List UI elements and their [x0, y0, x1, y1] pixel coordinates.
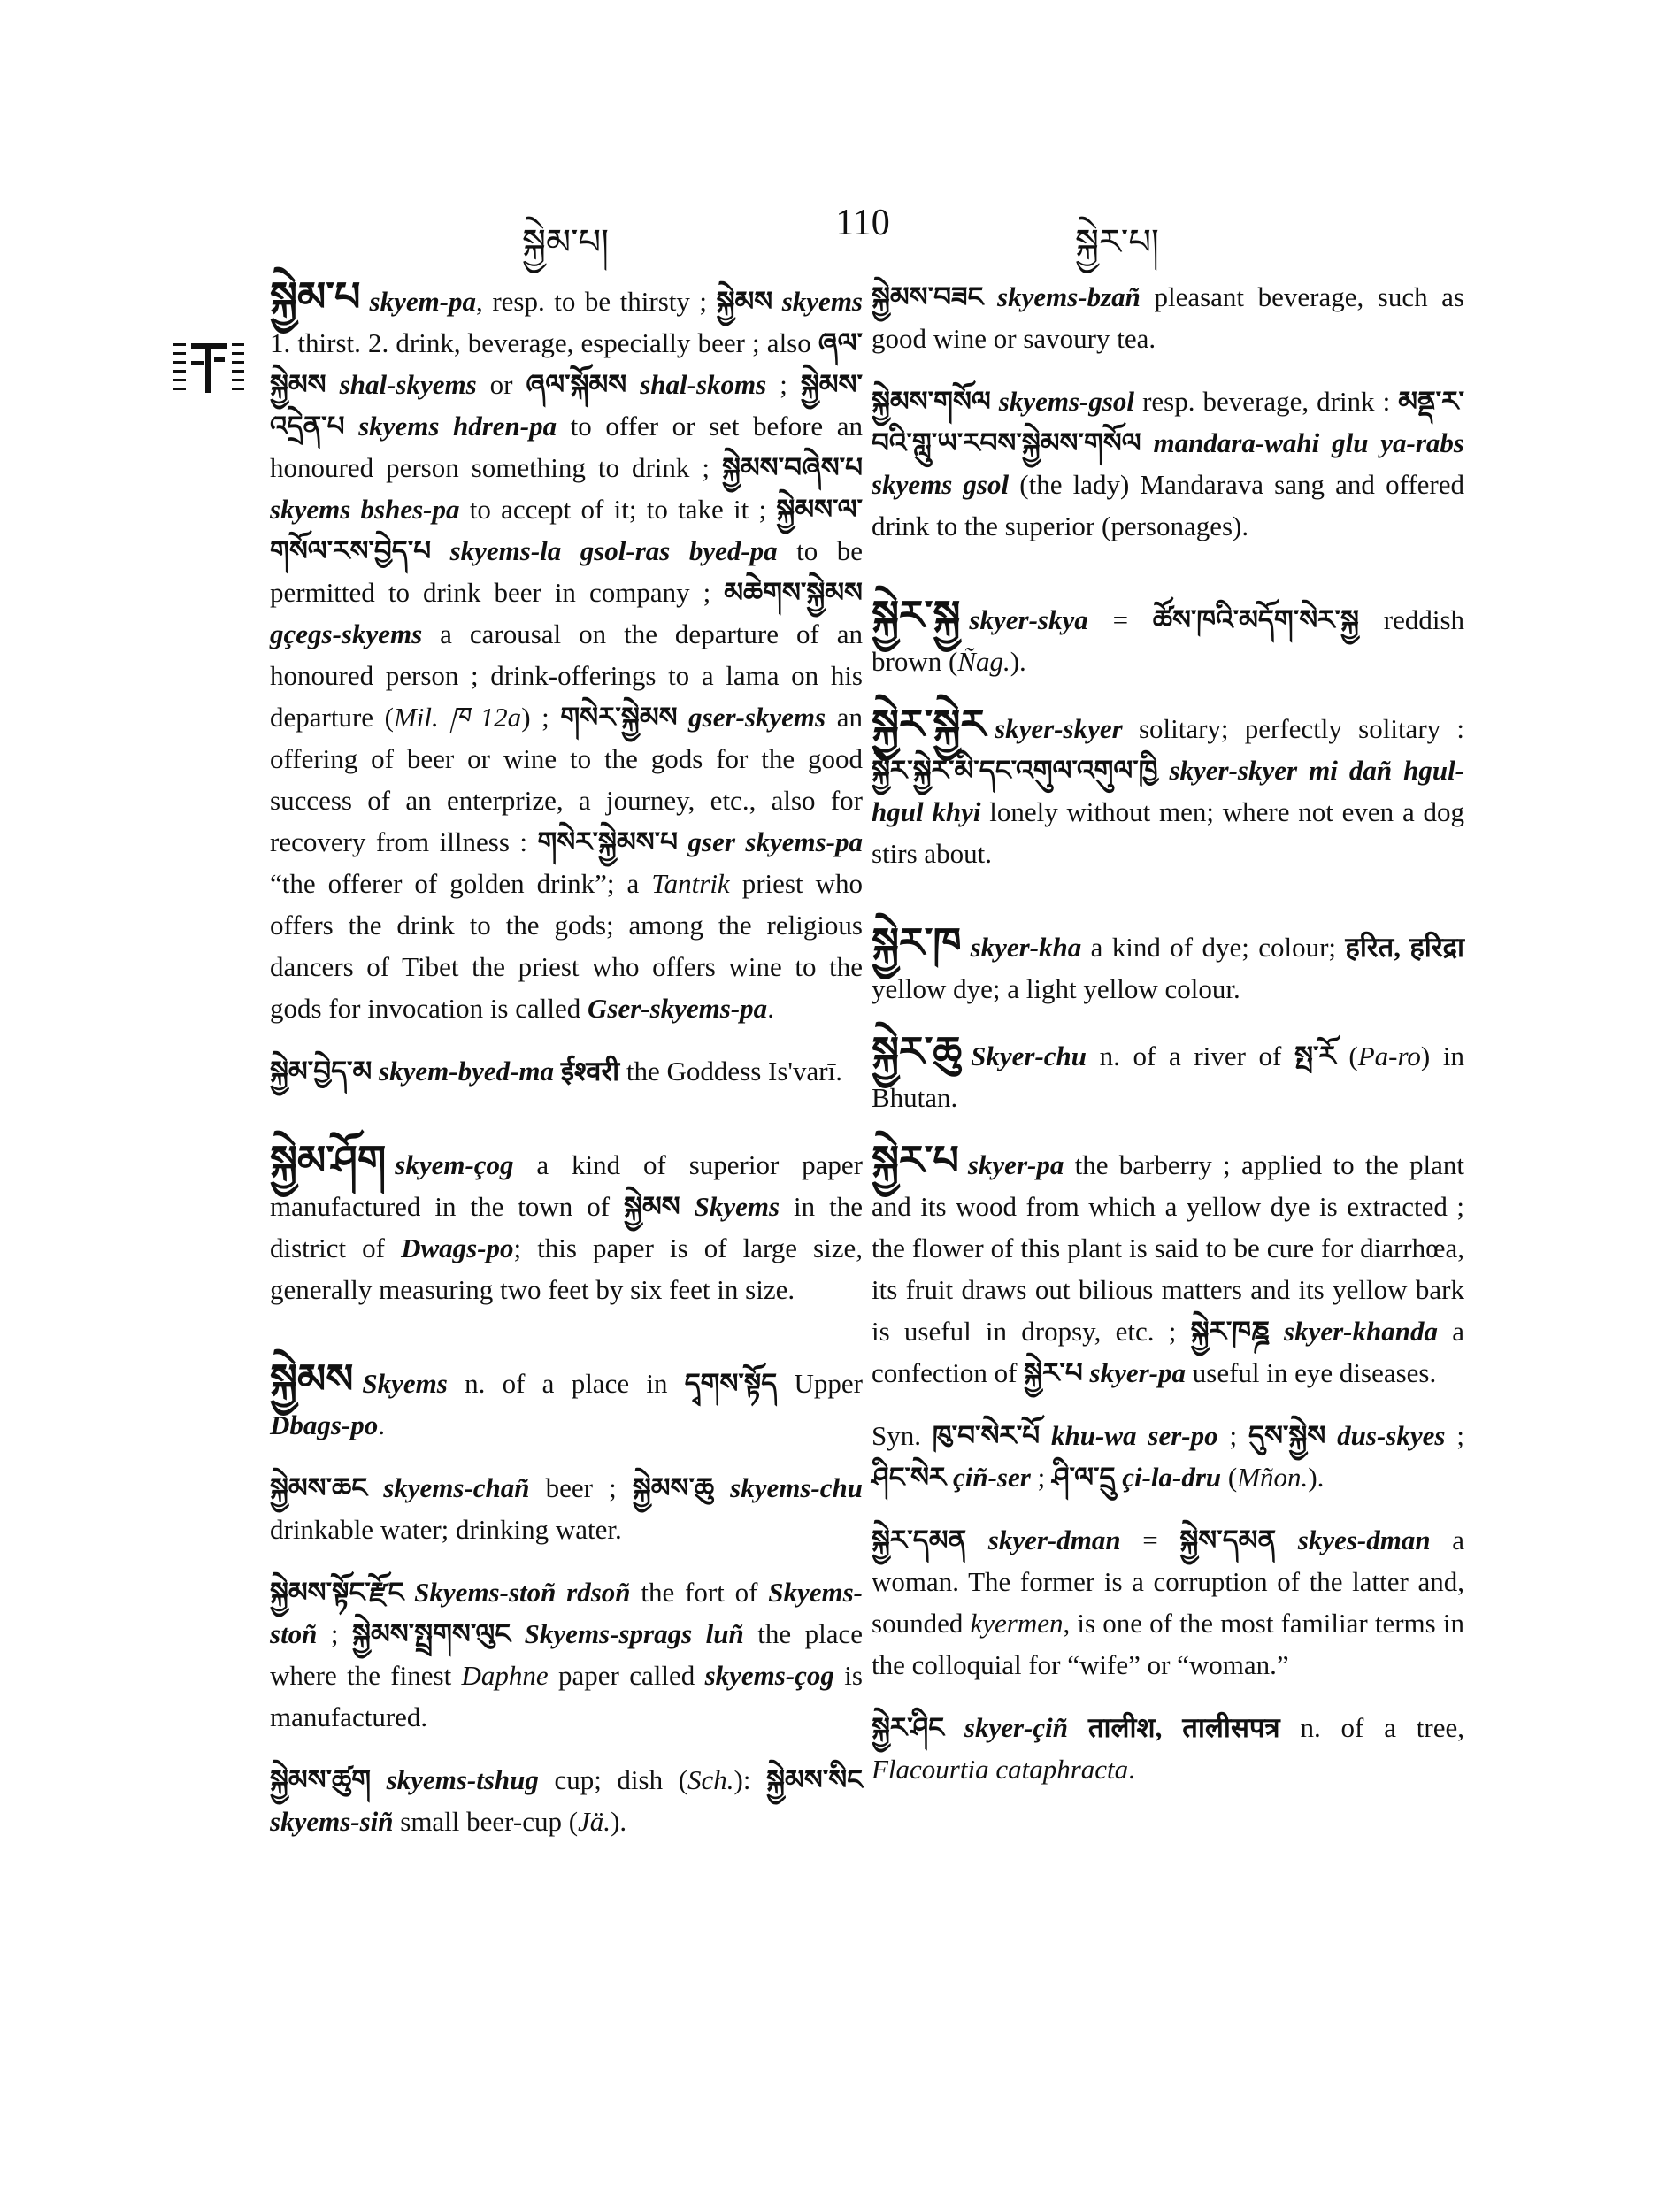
transliteration: skyem-byed-ma	[372, 1056, 555, 1087]
definition-text	[1068, 1712, 1088, 1743]
transliteration: skyer-skyer mi dañ hgul-hgul khyi	[872, 755, 1464, 827]
definition-text: the Goddess Is'varī.	[619, 1056, 842, 1087]
definition-text: to be permitted to drink beer in company ;	[270, 535, 864, 608]
tibetan-text: ཞལ་སྐོམས	[526, 369, 627, 400]
dictionary-entry	[872, 922, 1464, 1010]
transliteration: çi-la-dru	[1115, 1462, 1222, 1493]
definition-text: ;	[766, 369, 801, 400]
tibetan-text: མཆེགས་སྐྱེམས	[724, 577, 863, 608]
definition-text: a kind of superior paper manufactured in the town of	[270, 1149, 863, 1222]
dictionary-entry	[270, 1571, 863, 1738]
tibetan-text: ཞལ་སྐྱེམས	[270, 327, 863, 400]
definition-text: ).	[1010, 646, 1026, 677]
transliteration: Skyems-stoñ	[270, 1577, 863, 1649]
definition-text: =	[1087, 604, 1153, 635]
definition-text: .	[1128, 1754, 1135, 1785]
definition-text: =	[1120, 1525, 1180, 1555]
italic-text: Mñon.	[1237, 1462, 1309, 1493]
dictionary-entry	[872, 595, 1464, 682]
transliteration: skyer-pa	[1082, 1357, 1187, 1388]
definition-text: (the lady) Mandarava sang and offered drink to the superior (personages).	[872, 469, 1465, 541]
definition-text: ).	[611, 1806, 627, 1837]
definition-text: (	[1335, 1041, 1358, 1071]
definition-text: , resp. to be thirsty ;	[476, 286, 717, 317]
definition-text: small beer-cup (	[393, 1806, 579, 1837]
tibetan-text: དུས་སྐྱེས	[1248, 1420, 1326, 1451]
definition-text: the barberry ; applied to the plant and its wood from which a yellow dye is extracted ; the flower of this plant is said to be cure for diarrhœa, its fruit draws out bilious matters and its yellow bark is useful in dropsy, etc. ;	[872, 1149, 1464, 1347]
definition-text: ;	[1445, 1420, 1464, 1451]
transliteration: skyems	[772, 286, 863, 317]
transliteration: mandara-wahi glu ya-rabs skyems gsol	[872, 427, 1464, 500]
definition-text: .	[767, 993, 774, 1024]
section-mark-icon	[173, 340, 244, 396]
dictionary-entry	[872, 1707, 1464, 1790]
transliteration: skyems hdren-pa	[344, 411, 557, 442]
transliteration: shal-skoms	[626, 369, 767, 400]
definition-text: a woman. The former is a corruption of the latter and, sounded	[872, 1525, 1464, 1639]
transliteration: skyems-chu	[714, 1472, 864, 1503]
definition-text: (	[1221, 1462, 1238, 1493]
definition-text: a kind of dye; colour;	[1081, 932, 1346, 963]
definition-text: n. of a river of	[1087, 1041, 1295, 1071]
transliteration: Skyer-chu	[971, 1041, 1087, 1071]
transliteration: Skyems-stoñ rdsoñ	[403, 1577, 631, 1608]
tibetan-text: མནྡ་ར་བའི་གླུ་ཡ་རབས་སྐྱེམས་གསོལ	[872, 386, 1464, 458]
dictionary-entry	[872, 1519, 1464, 1686]
definition-text: to offer or set before an honoured person something to drink ;	[270, 411, 864, 483]
tibetan-text: སྐྱེམས་གསོལ	[872, 386, 991, 417]
definition-text: in the district of	[270, 1191, 863, 1263]
tibetan-text: གསེར་སྐྱེམས	[560, 702, 678, 733]
definition-text: “the offerer of golden drink”; a	[270, 868, 652, 899]
tibetan-text: སྐྱེམས་ཚུག	[270, 1764, 372, 1795]
headword: སྐྱེར་ཆུ	[872, 1029, 963, 1074]
tibetan-text: སྐྱེམས	[716, 286, 773, 317]
tibetan-text: ཚོས་ཁའི་མདོག་སེར་སྐྱ	[1152, 604, 1359, 635]
definition-text	[554, 1056, 561, 1087]
transliteration: gser-skyems	[677, 702, 826, 733]
definition-text: priest who offers the drink to the gods; among the religious dancers of Tibet the priest who offers wine to the gods for invocation is called	[270, 868, 863, 1024]
definition-text: n. of a tree,	[1279, 1712, 1464, 1743]
definition-text: , is one of the most familiar terms in the colloquial for “wife” or “woman.”	[872, 1608, 1464, 1680]
definition-text: a carousal on the departure of an honoured person ; drink-offerings to a lama on his departure (	[270, 618, 863, 733]
definition-text: pleasant beverage, such as good wine or savoury tea.	[872, 281, 1464, 354]
definition-text: ; this paper is of large size, generally measuring two feet by six feet in size.	[270, 1233, 863, 1305]
definition-text: reddish brown (	[872, 604, 1465, 677]
definition-text: resp. beverage, drink :	[1134, 386, 1399, 417]
transliteration: skyer-çiñ	[944, 1712, 1068, 1743]
headword: སྐྱེར་ཁ	[872, 920, 962, 965]
definition-text: Syn.	[872, 1420, 933, 1451]
tibetan-text: སྐྱེམས་བཞེས་པ	[722, 452, 863, 483]
italic-text: Tantrik	[651, 868, 730, 899]
transliteration: Skyems	[680, 1191, 780, 1222]
tibetan-text: སྐྱེམས་སིང	[766, 1764, 864, 1795]
tibetan-text: སྐྱེས་དམན	[1179, 1525, 1277, 1555]
tibetan-text: ཁུ་བ་སེར་པོ	[932, 1420, 1041, 1451]
sanskrit-text: हरित, हरिद्रा	[1345, 932, 1464, 963]
dictionary-entry	[872, 1415, 1464, 1498]
left-column	[270, 276, 863, 1863]
transliteration: skyems-la gsol-ras byed-pa	[431, 535, 778, 566]
sanskrit-text: ईश्वरी	[560, 1056, 620, 1087]
headword: སྐྱེམ་ཤོག	[270, 1138, 387, 1183]
italic-text: Flacourtia cataphracta	[872, 1754, 1129, 1785]
tibetan-text: ཤིང་སེར	[872, 1462, 947, 1493]
tibetan-text: སྐྱེམས་ལ་གསོལ་རས་བྱེད་པ	[270, 494, 863, 566]
transliteration: skyems-gsol	[990, 386, 1135, 417]
definition-text: is manufactured.	[270, 1660, 863, 1732]
definition-text: ).	[1308, 1462, 1325, 1493]
definition-text: to accept of it; to take it ;	[459, 494, 777, 525]
headword: སྐྱེམས	[270, 1356, 354, 1402]
transliteration: çiñ-ser	[946, 1462, 1031, 1493]
dictionary-entry	[270, 1467, 863, 1550]
definition-text: the fort of	[630, 1577, 769, 1608]
definition-text: yellow dye; a light yellow colour.	[872, 973, 1240, 1004]
italic-text: Pa-ro	[1357, 1041, 1421, 1071]
running-head-left: སྐྱེམ་པ།	[522, 222, 609, 262]
transliteration: Gser-skyems-pa	[588, 993, 768, 1024]
transliteration: Skyems	[362, 1368, 448, 1399]
transliteration: skyems-tshug	[371, 1764, 539, 1795]
headword: སྐྱེར་སྐྱ	[872, 593, 961, 638]
dictionary-entry	[872, 380, 1464, 547]
dictionary-entry	[270, 1358, 863, 1446]
tibetan-text: སྐྱེམས་ཆུ	[632, 1472, 715, 1503]
transliteration: Dbags-po	[270, 1409, 379, 1440]
transliteration: gser skyems-pa	[678, 826, 863, 857]
tibetan-text: སྐྱེར་ཁཎྜ	[1190, 1316, 1270, 1347]
running-head-right: སྐྱེར་པ།	[1075, 222, 1159, 262]
definition-text: ;	[1030, 1462, 1052, 1493]
italic-text: Mil. ཁ 12a	[393, 702, 522, 733]
tibetan-text: སྐྱེར་ཤིང	[872, 1712, 945, 1743]
transliteration: skyer-skya	[969, 604, 1088, 635]
tibetan-text: སྐྱེམས་ཆང	[270, 1472, 368, 1503]
transliteration: gçegs-skyems	[270, 618, 423, 649]
definition-text: ) ;	[521, 702, 561, 733]
transliteration: skyems-siñ	[270, 1806, 394, 1837]
transliteration: shal-skyems	[326, 369, 477, 400]
headword: སྐྱེར་སྐྱེར	[872, 702, 987, 747]
tibetan-text: སྐྱེར་པ	[1024, 1357, 1083, 1388]
tibetan-text: སྐྱེར་སྐྱེར་མི་དང་འགུལ་འགུལ་ཁྱི	[872, 755, 1158, 786]
dictionary-entry	[270, 1140, 863, 1310]
tibetan-text: སྐྱེམས་སྟོང་རྫོང	[270, 1577, 404, 1608]
tibetan-text: དྭགས་སྟོད	[684, 1368, 778, 1399]
definition-text: Upper	[777, 1368, 863, 1399]
tibetan-text: སྐྱེམས་སྤྲགས་ལུང	[352, 1618, 511, 1649]
definition-text: ;	[1217, 1420, 1249, 1451]
transliteration: skyem-çog	[395, 1149, 514, 1180]
tibetan-text: སྐྱེམས་བཟང	[872, 281, 984, 312]
definition-text: paper called	[548, 1660, 705, 1691]
transliteration: skyer-pa	[967, 1149, 1064, 1180]
dictionary-entry	[872, 1140, 1464, 1394]
definition-text: a confection of	[872, 1316, 1464, 1388]
transliteration: Dwags-po	[401, 1233, 514, 1263]
transliteration: skyem-pa	[369, 286, 477, 317]
dictionary-entry	[270, 1759, 863, 1842]
definition-text: the place where the finest	[270, 1618, 863, 1691]
sanskrit-text: तालीश, तालीसपत्र	[1087, 1712, 1280, 1743]
dictionary-entry	[872, 276, 1464, 359]
transliteration: khu-wa ser-po	[1040, 1420, 1218, 1451]
page-number: 110	[835, 203, 890, 243]
tibetan-text: སྤ་རོ	[1294, 1041, 1336, 1071]
tibetan-text: སྐྱེམས	[624, 1191, 680, 1222]
definition-text: drinkable water; drinking water.	[270, 1514, 622, 1545]
definition-text: ):	[733, 1764, 767, 1795]
transliteration: skyems-bzañ	[983, 281, 1141, 312]
tibetan-text: གསེར་སྐྱེམས་པ	[537, 826, 679, 857]
definition-text: beer ;	[529, 1472, 633, 1503]
italic-text: Daphne	[461, 1660, 549, 1691]
transliteration: skyes-dman	[1276, 1525, 1431, 1555]
transliteration: skyems-çog	[704, 1660, 834, 1691]
dictionary-entry	[872, 1031, 1464, 1118]
definition-text: or	[476, 369, 526, 400]
italic-text: kyermen	[970, 1608, 1064, 1639]
tibetan-text: སྐྱེམ་བྱེད་མ	[270, 1056, 373, 1087]
transliteration: skyer-skyer	[995, 713, 1123, 744]
transliteration: dus-skyes	[1325, 1420, 1446, 1451]
transliteration: skyer-dman	[966, 1525, 1121, 1555]
transliteration: skyer-khanda	[1269, 1316, 1438, 1347]
headword: སྐྱེར་པ	[872, 1138, 959, 1183]
definition-text: ;	[317, 1618, 353, 1649]
dictionary-entry	[270, 1050, 863, 1092]
definition-text: useful in eye diseases.	[1186, 1357, 1437, 1388]
tibetan-text: སྐྱེར་དམན	[872, 1525, 967, 1555]
italic-text: Jä.	[578, 1806, 611, 1837]
definition-text: n. of a place in	[447, 1368, 685, 1399]
headword: སྐྱེམ་པ	[270, 274, 361, 319]
definition-text: an offering of beer or wine to the gods for the good success of an enterprize, a journey, etc., also for recovery from illness :	[270, 702, 863, 857]
dictionary-entry	[872, 703, 1464, 874]
definition-text: cup; dish (	[538, 1764, 688, 1795]
transliteration: skyems bshes-pa	[270, 494, 460, 525]
definition-text: solitary; perfectly solitary :	[1122, 713, 1464, 744]
transliteration: Skyems-sprags luñ	[511, 1618, 744, 1649]
dictionary-entry	[270, 276, 863, 1029]
italic-text: Sch.	[687, 1764, 734, 1795]
transliteration: skyems-chañ	[367, 1472, 530, 1503]
definition-text: ) in Bhutan.	[872, 1041, 1464, 1113]
definition-text: 1. thirst. 2. drink, beverage, especially beer ; also	[270, 327, 818, 358]
definition-text: .	[378, 1409, 386, 1440]
definition-text: lonely without men; where not even a dog stirs about.	[872, 796, 1464, 869]
tibetan-text: ཤི་ལ་དྲུ	[1051, 1462, 1116, 1493]
right-column	[872, 276, 1464, 1811]
italic-text: Ñag.	[957, 646, 1010, 677]
tibetan-text: སྐྱེམས་འདྲེན་པ	[270, 369, 863, 442]
transliteration: skyer-kha	[970, 932, 1082, 963]
